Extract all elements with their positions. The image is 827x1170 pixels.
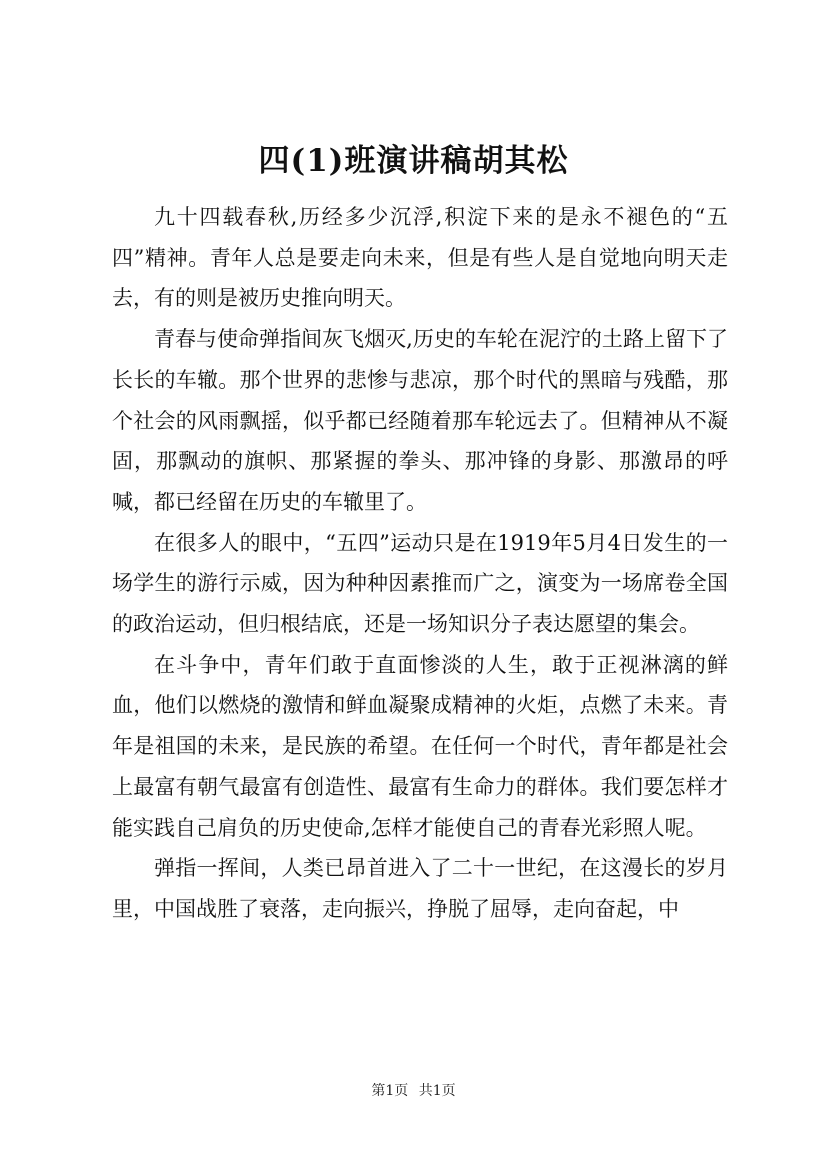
paragraph: 九十四载春秋,历经多少沉浮,积淀下来的是永不褪色的“五四”精神。青年人总是要走向未来，但是有些人是自觉地向明天走去，有的则是被历史推向明天。 — [112, 205, 728, 311]
page-footer — [0, 1081, 827, 1101]
paragraph: 青春与使命弹指间灰飞烟灭,历史的车轮在泥泞的土路上留下了长长的车辙。那个世界的悲惨与悲凉，那个时代的黑暗与残酷，那个社会的风雨飘摇，似乎都已经随着那车轮远去了。但精神从不凝固，那飘动的旗帜、那紧握的拳头、那冲锋的身影、那激昂的呼喊，都已经留在历史的车辙里了。 — [112, 327, 728, 514]
page-number: 第1页 — [371, 1083, 409, 1099]
page-total: 共1页 — [418, 1083, 456, 1099]
document-body — [112, 197, 728, 930]
paragraph: 在斗争中，青年们敢于直面惨淡的人生，敢于正视淋漓的鲜血，他们以燃烧的激情和鲜血凝聚成精神的火炬，点燃了未来。青年是祖国的未来，是民族的希望。在任何一个时代，青年都是社会上最富有朝气最富有创造性、最富有生命力的群体。我们要怎样才能实践自己肩负的历史使命,怎样才能使自己的青春光彩照人呢。 — [112, 652, 728, 840]
paragraph: 弹指一挥间，人类已昂首进入了二十一世纪，在这漫长的岁月里，中国战胜了衰落，走向振兴，挣脱了屈辱，走向奋起，中 — [112, 856, 728, 921]
paragraph: 在很多人的眼中，“五四”运动只是在1919年5月4日发生的一场学生的游行示威，因为种种因素推而广之，演变为一场席卷全国的政治运动，但归根结底，还是一场知识分子表达愿望的集会。 — [112, 530, 728, 637]
document-title: 四(1)班演讲稿胡其松 — [258, 143, 569, 179]
